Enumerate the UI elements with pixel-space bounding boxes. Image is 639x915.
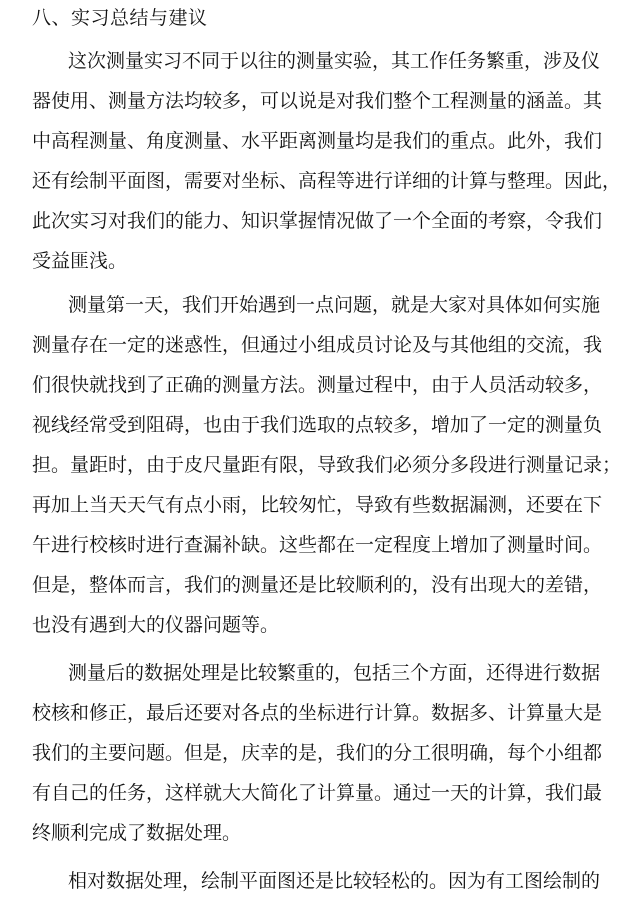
paragraph-1-line-6: 受益匪浅。 bbox=[32, 250, 128, 272]
paragraph-2-line-3: 们很快就找到了正确的测量方法。测量过程中，由于人员活动较多， bbox=[32, 374, 603, 396]
paragraph-2-line-4: 视线经常受到阻碍，也由于我们选取的点较多，增加了一定的测量负 bbox=[32, 414, 603, 436]
paragraph-3-line-1: 测量后的数据处理是比较繁重的，包括三个方面，还得进行数据 bbox=[68, 662, 601, 684]
paragraph-2-line-8: 但是，整体而言，我们的测量还是比较顺利的，没有出现大的差错， bbox=[32, 574, 603, 596]
paragraph-3-line-5: 终顺利完成了数据处理。 bbox=[32, 822, 242, 844]
paragraph-2-line-5: 担。量距时，由于皮尺量距有限，导致我们必须分多段进行测量记录； bbox=[32, 454, 622, 476]
section-title: 八、实习总结与建议 bbox=[32, 7, 208, 29]
paragraph-3-line-3: 我们的主要问题。但是，庆幸的是，我们的分工很明确，每个小组都 bbox=[32, 742, 603, 764]
paragraph-2-line-7: 午进行校核时进行查漏补缺。这些都在一定程度上增加了测量时间。 bbox=[32, 534, 603, 556]
paragraph-4-line-1: 相对数据处理，绘制平面图还是比较轻松的。因为有工图绘制的 bbox=[68, 870, 601, 892]
paragraph-3-line-2: 校核和修正，最后还要对各点的坐标进行计算。数据多、计算量大是 bbox=[32, 702, 603, 724]
paragraph-1-line-2: 器使用、测量方法均较多，可以说是对我们整个工程测量的涵盖。其 bbox=[32, 90, 603, 112]
paragraph-1-line-1: 这次测量实习不同于以往的测量实验，其工作任务繁重，涉及仪 bbox=[68, 50, 601, 72]
paragraph-2-line-2: 测量存在一定的迷惑性，但通过小组成员讨论及与其他组的交流，我 bbox=[32, 334, 603, 356]
paragraph-1-line-5: 此次实习对我们的能力、知识掌握情况做了一个全面的考察，令我们 bbox=[32, 210, 603, 232]
paragraph-1-line-4: 还有绘制平面图，需要对坐标、高程等进行详细的计算与整理。因此， bbox=[32, 170, 622, 192]
paragraph-2-line-1: 测量第一天，我们开始遇到一点问题，就是大家对具体如何实施 bbox=[68, 294, 601, 316]
paragraph-3-line-4: 有自己的任务，这样就大大简化了计算量。通过一天的计算，我们最 bbox=[32, 782, 603, 804]
paragraph-2-line-6: 再加上当天天气有点小雨，比较匆忙，导致有些数据漏测，还要在下 bbox=[32, 494, 603, 516]
paragraph-2-line-9: 也没有遇到大的仪器问题等。 bbox=[32, 614, 280, 636]
paragraph-1-line-3: 中高程测量、角度测量、水平距离测量均是我们的重点。此外，我们 bbox=[32, 130, 603, 152]
